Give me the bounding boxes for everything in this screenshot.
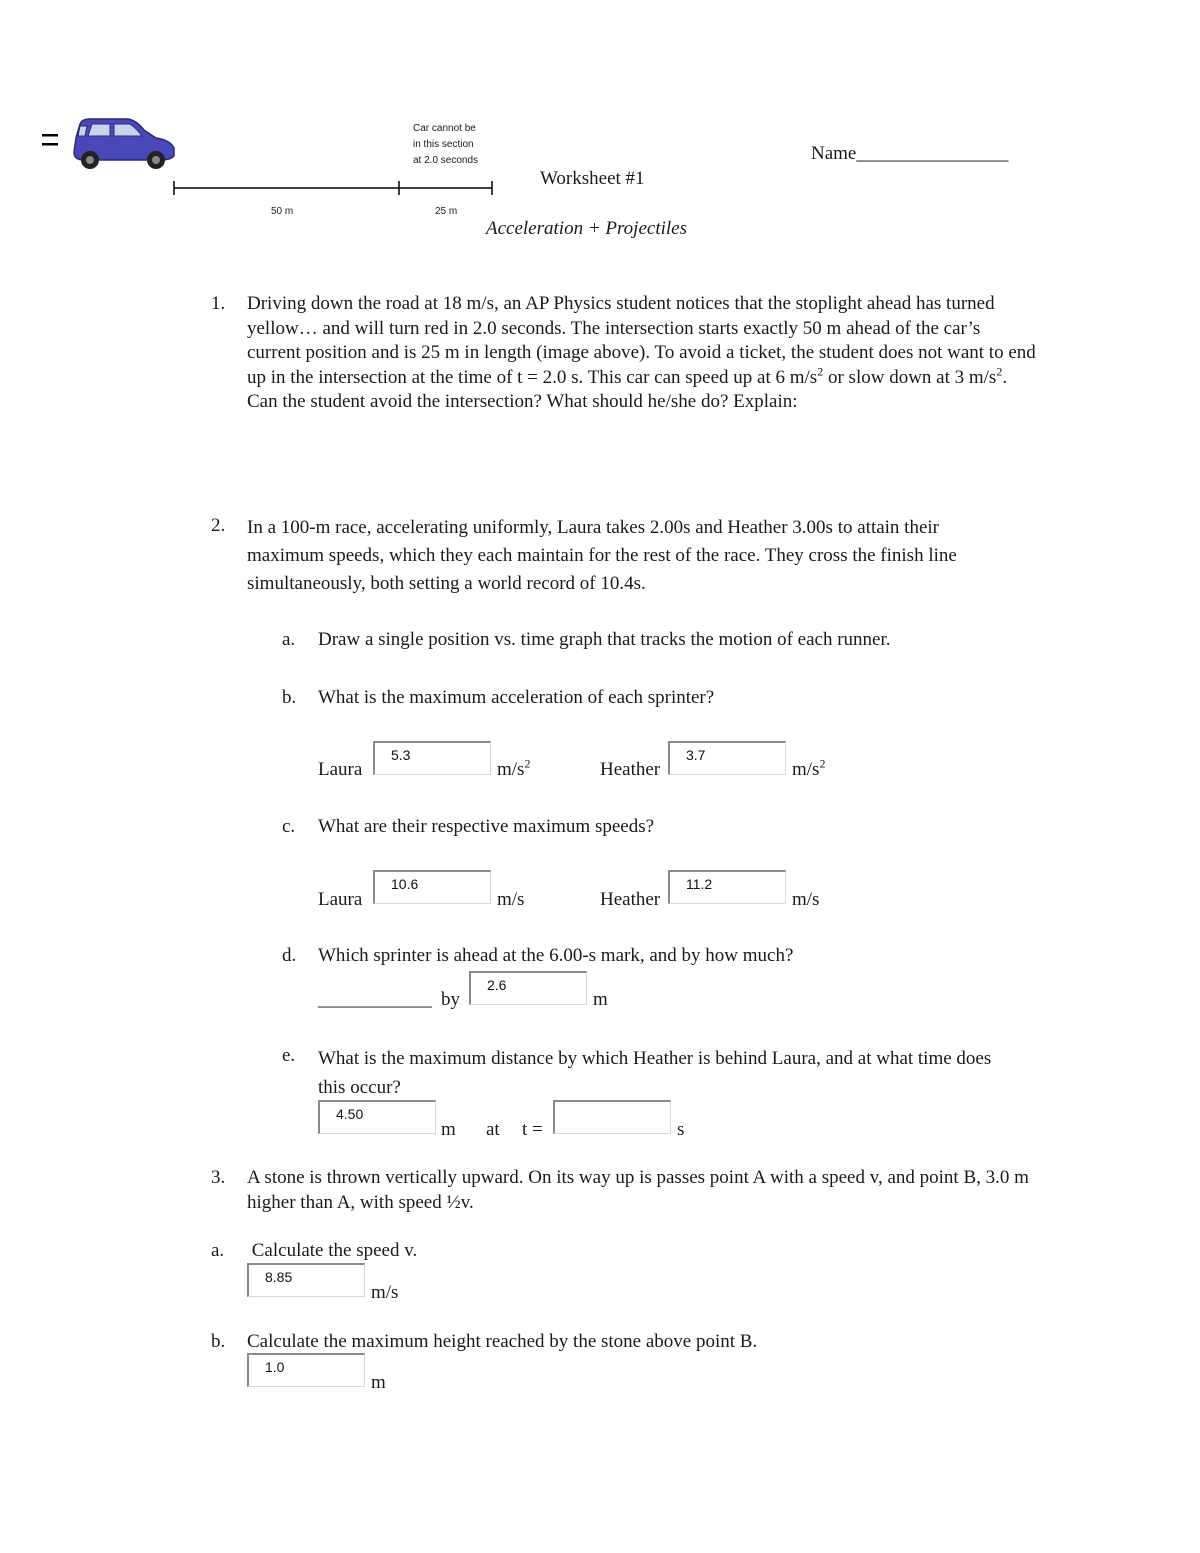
q2d-unit: m	[593, 989, 608, 1010]
q2e-at: at	[486, 1119, 500, 1140]
q2c-text: What are their respective maximum speeds?	[318, 816, 655, 837]
q2e-unit-m: m	[441, 1119, 456, 1140]
q2b-laura-unit: $m/s^2$	[497, 756, 531, 780]
q2c-laura-unit: m/s	[497, 889, 525, 910]
q3a-text: Calculate the speed v.	[247, 1240, 418, 1261]
q2c-heather-unit: m/s	[792, 889, 820, 910]
q2e-distance-field[interactable]: 4.50	[318, 1100, 436, 1134]
q3-text: A stone is thrown vertically upward. On its way up is passes point A with a speed v, and point B, 3.0 m higher than A, with speed ½v.	[247, 1167, 1029, 1213]
q2b-laura-answer-field[interactable]: 5.3	[373, 741, 491, 775]
worksheet-title: Worksheet #1	[540, 168, 645, 189]
name-label: Name________________	[811, 143, 1009, 164]
q3-number: 3.	[211, 1167, 226, 1188]
q2b-heather-unit: $m/s^2$	[792, 756, 826, 780]
label-50m: 50 m	[271, 206, 294, 217]
car-icon	[70, 116, 178, 172]
q2e-time-field[interactable]	[553, 1100, 671, 1134]
q2b-heather-label: Heather	[600, 759, 661, 780]
q2b-text: What is the maximum acceleration of each sprinter?	[318, 687, 715, 708]
q2a-letter: a.	[282, 629, 296, 650]
q3a-answer-field[interactable]: 8.85	[247, 1263, 365, 1297]
q3b-answer-field[interactable]: 1.0	[247, 1353, 365, 1387]
q2e-text: What is the maximum distance by which Heather is behind Laura, and at what time does this occur?	[318, 1048, 992, 1098]
q2e-letter: e.	[282, 1045, 296, 1066]
q2c-heather-answer-field[interactable]: 11.2	[668, 870, 786, 904]
q2d-letter: d.	[282, 945, 297, 966]
q1-text: Driving down the road at 18 m/s, an AP Physics student notices that the stoplight ahead has turned yellow… and will turn red in 2.0 seconds. The intersection starts exactly 50 m ahead of the car’s current position and is 25 m in length (image above). To avoid a ticket, the student does not want to end up in the intersection at the time of t = 2.0 s. This car can speed up at 6 $m/s^2$ or slow down at 3 $m/s^2$. Can the student avoid the intersection? What should he/she do? Explain:	[247, 293, 1036, 413]
q2c-heather-label: Heather	[600, 889, 661, 910]
q2d-blank[interactable]: ____________	[318, 989, 432, 1010]
q3a-unit: m/s	[371, 1282, 399, 1303]
q3a-letter: a.	[211, 1240, 225, 1261]
label-25m: 25 m	[435, 206, 458, 217]
section-note: Car cannot be in this section at 2.0 seconds	[413, 123, 479, 166]
q2d-text: Which sprinter is ahead at the 6.00-s mark, and by how much?	[318, 945, 794, 966]
q2a-text: Draw a single position vs. time graph that tracks the motion of each runner.	[318, 629, 891, 650]
q2b-heather-answer-field[interactable]: 3.7	[668, 741, 786, 775]
motion-lines-icon	[42, 132, 62, 148]
q2d-by: by	[441, 989, 460, 1010]
q2b-laura-label: Laura	[318, 759, 363, 780]
q2-text: In a 100-m race, accelerating uniformly, Laura takes 2.00s and Heather 3.00s to attain their maximum speeds, which they each maintain for the rest of the race. They cross the finish line simultaneously, both setting a world record of 10.4s.	[247, 517, 957, 594]
q2-number: 2.	[211, 515, 226, 536]
q2e-t-label: t =	[522, 1119, 543, 1140]
q2e-unit-s: s	[677, 1119, 685, 1140]
q2b-letter: b.	[282, 687, 297, 708]
q2c-laura-label: Laura	[318, 889, 363, 910]
distance-scale	[170, 178, 500, 198]
subtitle: Acceleration + Projectiles	[486, 218, 687, 239]
q3b-unit: m	[371, 1372, 386, 1393]
q1-number: 1.	[211, 293, 226, 314]
q3b-text: Calculate the maximum height reached by the stone above point B.	[247, 1331, 758, 1352]
q2c-laura-answer-field[interactable]: 10.6	[373, 870, 491, 904]
q3b-letter: b.	[211, 1331, 226, 1352]
q2d-answer-field[interactable]: 2.6	[469, 971, 587, 1005]
q2c-letter: c.	[282, 816, 296, 837]
